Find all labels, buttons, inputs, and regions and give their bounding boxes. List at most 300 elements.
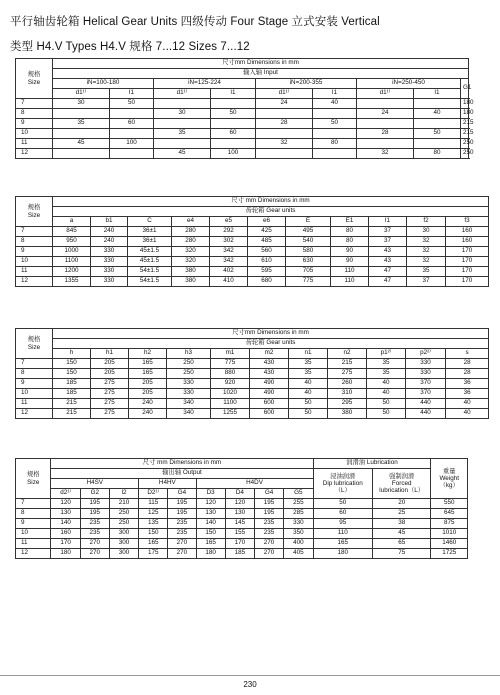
table-cell: 40 — [289, 379, 328, 389]
table-cell: 330 — [91, 267, 128, 277]
table-cell: 110 — [313, 529, 372, 539]
table-cell: 60 — [211, 129, 256, 139]
table-cell: 10 — [16, 389, 53, 399]
table-cell: 370 — [406, 389, 446, 399]
table-cell: 775 — [286, 277, 331, 287]
table-cell: 270 — [254, 539, 283, 549]
table-cell: 170 — [446, 267, 489, 277]
column-header: E1 — [331, 217, 369, 227]
table-cell: 35 — [367, 359, 406, 369]
column-header: D4 — [225, 489, 254, 499]
table-cell — [313, 149, 357, 159]
table-cell: 310 — [328, 389, 367, 399]
table-row — [16, 539, 468, 549]
table-cell: 170 — [446, 257, 489, 267]
table-cell: 7 — [16, 227, 53, 237]
weight-header: 重量 Weight （kg） — [431, 459, 468, 499]
table-cell: 292 — [210, 227, 248, 237]
table-cell: 35 — [367, 369, 406, 379]
table-cell: 215 — [328, 359, 367, 369]
table-cell: 170 — [51, 539, 80, 549]
table-cell: 330 — [406, 369, 446, 379]
table-cell: 490 — [250, 379, 289, 389]
table-cell: 110 — [331, 267, 369, 277]
table-cell: 705 — [286, 267, 331, 277]
table-cell: 45±1.5 — [128, 247, 172, 257]
table-cell: 24 — [256, 99, 313, 109]
table-cell: 165 — [313, 539, 372, 549]
table-cell: 170 — [446, 277, 489, 287]
table-cell — [211, 139, 256, 149]
table-cell: 150 — [196, 529, 225, 539]
table-cell: 342 — [210, 257, 248, 267]
table-row — [16, 267, 489, 277]
table-cell: 45±1.5 — [128, 257, 172, 267]
table-cell: 195 — [254, 499, 283, 509]
table-cell: 95 — [313, 519, 372, 529]
table-cell: 285 — [284, 509, 313, 519]
table-cell: 100 — [110, 139, 154, 149]
table-cell: 36±1 — [128, 227, 172, 237]
table-row — [16, 359, 489, 369]
table-cell: 300 — [109, 529, 138, 539]
table-cell: 295 — [328, 399, 367, 409]
table-cell: 10 — [16, 129, 53, 139]
table-cell: 250 — [461, 139, 469, 149]
table-row — [16, 399, 489, 409]
table-cell: 235 — [254, 529, 283, 539]
table-cell: 12 — [16, 409, 53, 419]
table-cell: 140 — [51, 519, 80, 529]
table-cell: 65 — [372, 539, 430, 549]
table-row — [16, 99, 469, 109]
table-cell: 165 — [139, 539, 168, 549]
table-cell: 320 — [172, 257, 210, 267]
column-header: b1 — [91, 217, 128, 227]
table-cell — [313, 109, 357, 119]
table-cell: 150 — [53, 369, 91, 379]
column-header: l1 — [211, 89, 256, 99]
table-cell: 150 — [139, 529, 168, 539]
table-cell: 235 — [80, 519, 109, 529]
column-header: h2 — [129, 349, 167, 359]
table-cell: 330 — [91, 257, 128, 267]
table-cell: 130 — [51, 509, 80, 519]
table-cell: 54±1.5 — [128, 267, 172, 277]
table-cell: 125 — [139, 509, 168, 519]
column-header: h3 — [167, 349, 211, 359]
type-header: H4SV — [51, 479, 139, 489]
table-cell: 1100 — [211, 399, 250, 409]
table-cell: 340 — [167, 409, 211, 419]
table-cell: 120 — [225, 499, 254, 509]
table-cell: 36 — [446, 379, 489, 389]
column-header: C — [128, 217, 172, 227]
table-cell: 165 — [129, 359, 167, 369]
table-row — [16, 129, 469, 139]
table-cell: 250 — [167, 369, 211, 379]
table-cell: 950 — [53, 237, 91, 247]
table-cell: 240 — [129, 409, 167, 419]
table-cell — [211, 119, 256, 129]
table-cell: 50 — [289, 409, 328, 419]
table-cell: 330 — [91, 247, 128, 257]
page-title: 平行轴齿轮箱 Helical Gear Units 四级传动 Four Stage 立式安装 Vertical — [10, 16, 380, 28]
table-cell: 37 — [407, 277, 446, 287]
column-header: E — [286, 217, 331, 227]
table-cell — [154, 119, 211, 129]
table-cell: 255 — [284, 499, 313, 509]
table-cell: 90 — [331, 247, 369, 257]
column-header-row — [16, 217, 489, 227]
column-header: D2¹⁾ — [139, 489, 168, 499]
table-cell: 1010 — [431, 529, 468, 539]
table-cell: 410 — [210, 277, 248, 287]
table-cell: 440 — [406, 409, 446, 419]
table-cell: 680 — [248, 277, 286, 287]
table-cell: 1100 — [53, 257, 91, 267]
table-cell: 37 — [369, 237, 407, 247]
table-row — [16, 139, 469, 149]
table-cell: 50 — [110, 99, 154, 109]
table-cell — [256, 109, 313, 119]
table-cell: 130 — [196, 509, 225, 519]
table-cell: 250 — [109, 509, 138, 519]
table-cell: 1725 — [431, 549, 468, 559]
table-cell: 75 — [372, 549, 430, 559]
table-body — [16, 359, 489, 419]
table-row — [16, 389, 489, 399]
table-cell: 185 — [53, 379, 91, 389]
table-cell: 240 — [91, 237, 128, 247]
column-header: G2 — [80, 489, 109, 499]
table-cell: 30 — [53, 99, 110, 109]
table-cell: 370 — [406, 379, 446, 389]
table-cell: 280 — [172, 227, 210, 237]
table-cell: 37 — [369, 227, 407, 237]
table-cell: 170 — [225, 539, 254, 549]
table-cell: 170 — [446, 247, 489, 257]
table-cell: 920 — [211, 379, 250, 389]
table-cell: 32 — [256, 139, 313, 149]
table-cell: 11 — [16, 539, 51, 549]
table-cell: 180 — [196, 549, 225, 559]
output-header: 输出轴 Output — [51, 469, 313, 479]
table-cell: 160 — [446, 237, 489, 247]
table-cell: 100 — [211, 149, 256, 159]
table-row — [16, 119, 469, 129]
table-cell: 8 — [16, 109, 53, 119]
table-cell — [256, 129, 313, 139]
column-header: D3 — [196, 489, 225, 499]
table-cell: 145 — [225, 519, 254, 529]
subheader-row — [16, 89, 469, 99]
table-cell: 40 — [446, 409, 489, 419]
table-cell: 270 — [80, 549, 109, 559]
table-cell: 330 — [406, 359, 446, 369]
table-cell: 380 — [328, 409, 367, 419]
table-cell: 120 — [196, 499, 225, 509]
table-cell: 150 — [53, 359, 91, 369]
forced-lubrication-header: 强制润滑 Forced lubrication（L） — [372, 469, 430, 499]
table-cell: 600 — [250, 409, 289, 419]
type-header: H4DV — [196, 479, 313, 489]
table-row — [16, 109, 469, 119]
table-cell: 32 — [357, 149, 414, 159]
table-cell: 195 — [254, 509, 283, 519]
table-cell: 340 — [167, 399, 211, 409]
table-cell: 90 — [331, 257, 369, 267]
table-cell: 35 — [289, 359, 328, 369]
table-row — [16, 237, 489, 247]
table-cell: 80 — [414, 149, 461, 159]
table-cell: 11 — [16, 139, 53, 149]
table-cell: 28 — [446, 359, 489, 369]
table-cell: 250 — [109, 519, 138, 529]
table-cell: 195 — [168, 509, 196, 519]
table-cell: 36±1 — [128, 237, 172, 247]
column-header: l1 — [313, 89, 357, 99]
table-cell: 875 — [431, 519, 468, 529]
table-cell: 330 — [167, 379, 211, 389]
table-cell: 205 — [129, 389, 167, 399]
column-header: l1 — [110, 89, 154, 99]
ratio-header: iN=125-224 — [154, 79, 256, 89]
ratio-header: iN=200-355 — [256, 79, 357, 89]
table-cell: 9 — [16, 247, 53, 257]
table-cell: 215 — [461, 119, 469, 129]
table-cell: 260 — [328, 379, 367, 389]
type-header: H4HV — [139, 479, 196, 489]
table-cell: 215 — [53, 399, 91, 409]
table-cell: 300 — [109, 539, 138, 549]
dip-lubrication-header: 浸油润滑 Dip lubrication （L） — [313, 469, 372, 499]
column-header: p2²⁾ — [406, 349, 446, 359]
column-header: n2 — [328, 349, 367, 359]
table-cell: 9 — [16, 379, 53, 389]
g1-header: G1 — [461, 79, 469, 99]
table-cell: 11 — [16, 267, 53, 277]
table-cell: 28 — [357, 129, 414, 139]
ratio-header: iN=100-180 — [53, 79, 154, 89]
table-cell: 50 — [414, 129, 461, 139]
table-cell: 215 — [53, 409, 91, 419]
input-shaft-table — [15, 58, 474, 159]
table-cell: 380 — [172, 267, 210, 277]
table-cell: 30 — [154, 109, 211, 119]
table-cell — [154, 99, 211, 109]
table-cell: 160 — [51, 529, 80, 539]
table-cell: 120 — [51, 499, 80, 509]
table-row — [16, 277, 489, 287]
table-cell: 45 — [154, 149, 211, 159]
table-cell: 1200 — [53, 267, 91, 277]
column-header: e4 — [172, 217, 210, 227]
table-cell: 50 — [367, 399, 406, 409]
table-cell — [414, 99, 461, 109]
table-cell: 380 — [172, 277, 210, 287]
table-cell: 165 — [129, 369, 167, 379]
table-cell: 135 — [139, 519, 168, 529]
table-cell: 1020 — [211, 389, 250, 399]
table-cell: 240 — [129, 399, 167, 409]
table-cell: 180 — [313, 549, 372, 559]
table-cell: 580 — [286, 247, 331, 257]
table-cell: 490 — [250, 389, 289, 399]
table-cell: 130 — [225, 509, 254, 519]
column-header: f2 — [407, 217, 446, 227]
table-cell — [211, 99, 256, 109]
table-cell: 40 — [367, 389, 406, 399]
table-cell: 1000 — [53, 247, 91, 257]
table-cell — [110, 129, 154, 139]
table-cell: 405 — [284, 549, 313, 559]
table-cell: 185 — [225, 549, 254, 559]
table-cell: 28 — [446, 369, 489, 379]
gear-units-table-a — [15, 196, 489, 287]
gear-units-header: 齿轮箱 Gear units — [53, 207, 489, 217]
table-cell: 215 — [461, 129, 469, 139]
table-cell: 47 — [369, 277, 407, 287]
table-cell: 342 — [210, 247, 248, 257]
table-body — [16, 99, 474, 159]
column-header: d1¹⁾ — [256, 89, 313, 99]
table-cell: 40 — [414, 109, 461, 119]
table-cell: 210 — [109, 499, 138, 509]
table-cell: 155 — [225, 529, 254, 539]
table-row — [16, 519, 468, 529]
table-cell: 485 — [248, 237, 286, 247]
table-cell: 9 — [16, 119, 53, 129]
table-cell: 275 — [91, 409, 129, 419]
table-cell: 330 — [284, 519, 313, 529]
table-cell: 32 — [407, 237, 446, 247]
table-cell: 180 — [461, 99, 469, 109]
table-row — [16, 499, 468, 509]
table-cell: 270 — [168, 539, 196, 549]
table-cell: 30 — [407, 227, 446, 237]
column-header: G4 — [168, 489, 196, 499]
table-cell: 40 — [289, 389, 328, 399]
table-cell: 300 — [109, 549, 138, 559]
table-cell: 80 — [331, 237, 369, 247]
table-cell: 610 — [248, 257, 286, 267]
table-cell: 350 — [284, 529, 313, 539]
table-cell: 250 — [167, 359, 211, 369]
table-cell: 270 — [254, 549, 283, 559]
table-cell: 50 — [313, 499, 372, 509]
dimensions-header: 尺寸mm Dimensions in mm — [53, 329, 489, 339]
table-cell: 38 — [372, 519, 430, 529]
table-cell: 425 — [248, 227, 286, 237]
table-row — [16, 247, 489, 257]
table-cell: 115 — [139, 499, 168, 509]
table-cell: 560 — [248, 247, 286, 257]
table-cell: 645 — [431, 509, 468, 519]
table-cell: 11 — [16, 399, 53, 409]
table-cell — [414, 119, 461, 129]
table-cell: 275 — [91, 389, 129, 399]
table-cell: 54±1.5 — [128, 277, 172, 287]
column-header: G5 — [284, 489, 313, 499]
table-cell: 1460 — [431, 539, 468, 549]
table-cell: 320 — [172, 247, 210, 257]
table-cell: 235 — [168, 519, 196, 529]
column-header: l1 — [369, 217, 407, 227]
table-cell: 36 — [446, 389, 489, 399]
column-header: h — [53, 349, 91, 359]
table-cell: 20 — [372, 499, 430, 509]
table-cell: 235 — [80, 529, 109, 539]
gear-units-header: 齿轮箱 Gear units — [53, 339, 489, 349]
table-row — [16, 509, 468, 519]
page-subtitle: 类型 H4.V Types H4.V 规格 7...12 Sizes 7...12 — [10, 41, 250, 53]
table-cell: 330 — [91, 277, 128, 287]
table-cell: 35 — [53, 119, 110, 129]
table-cell: 43 — [369, 247, 407, 257]
table-cell: 430 — [250, 369, 289, 379]
column-header: l1 — [414, 89, 461, 99]
table-cell — [414, 139, 461, 149]
table-cell: 12 — [16, 149, 53, 159]
table-cell: 24 — [357, 109, 414, 119]
table-cell: 7 — [16, 359, 53, 369]
table-cell: 495 — [286, 227, 331, 237]
table-cell: 50 — [313, 119, 357, 129]
table-cell: 180 — [461, 109, 469, 119]
table-cell: 275 — [91, 379, 129, 389]
table-cell: 110 — [331, 277, 369, 287]
table-cell: 7 — [16, 99, 53, 109]
table-cell: 80 — [313, 139, 357, 149]
table-cell: 280 — [172, 237, 210, 247]
column-header: e6 — [248, 217, 286, 227]
table-cell: 600 — [250, 399, 289, 409]
size-header: 规格 Size — [16, 329, 53, 359]
table-body — [16, 499, 468, 559]
column-header: m1 — [211, 349, 250, 359]
table-cell: 8 — [16, 237, 53, 247]
input-group-header: 输入轴 Input — [53, 69, 469, 79]
table-row — [16, 227, 489, 237]
table-cell: 205 — [129, 379, 167, 389]
table-cell: 430 — [250, 359, 289, 369]
size-header: 规格 Size — [16, 197, 53, 227]
table-cell: 195 — [168, 499, 196, 509]
table-row — [16, 369, 489, 379]
table-cell: 330 — [167, 389, 211, 399]
table-cell: 8 — [16, 509, 51, 519]
column-header: d1¹⁾ — [154, 89, 211, 99]
column-header: h1 — [91, 349, 129, 359]
table-cell: 1255 — [211, 409, 250, 419]
table-row — [16, 549, 468, 559]
table-cell: 25 — [372, 509, 430, 519]
table-body — [16, 227, 489, 287]
table-cell: 275 — [328, 369, 367, 379]
table-cell — [110, 149, 154, 159]
table-cell: 35 — [407, 267, 446, 277]
table-cell: 270 — [168, 549, 196, 559]
table-cell: 9 — [16, 519, 51, 529]
table-cell: 302 — [210, 237, 248, 247]
dimensions-header: 尺寸 mm Dimensions in mm — [51, 459, 313, 469]
column-header-row — [16, 349, 489, 359]
lubrication-header: 润滑油 Lubrication — [313, 459, 431, 469]
table-cell: 35 — [289, 369, 328, 379]
table-cell: 80 — [331, 227, 369, 237]
table-cell — [357, 119, 414, 129]
